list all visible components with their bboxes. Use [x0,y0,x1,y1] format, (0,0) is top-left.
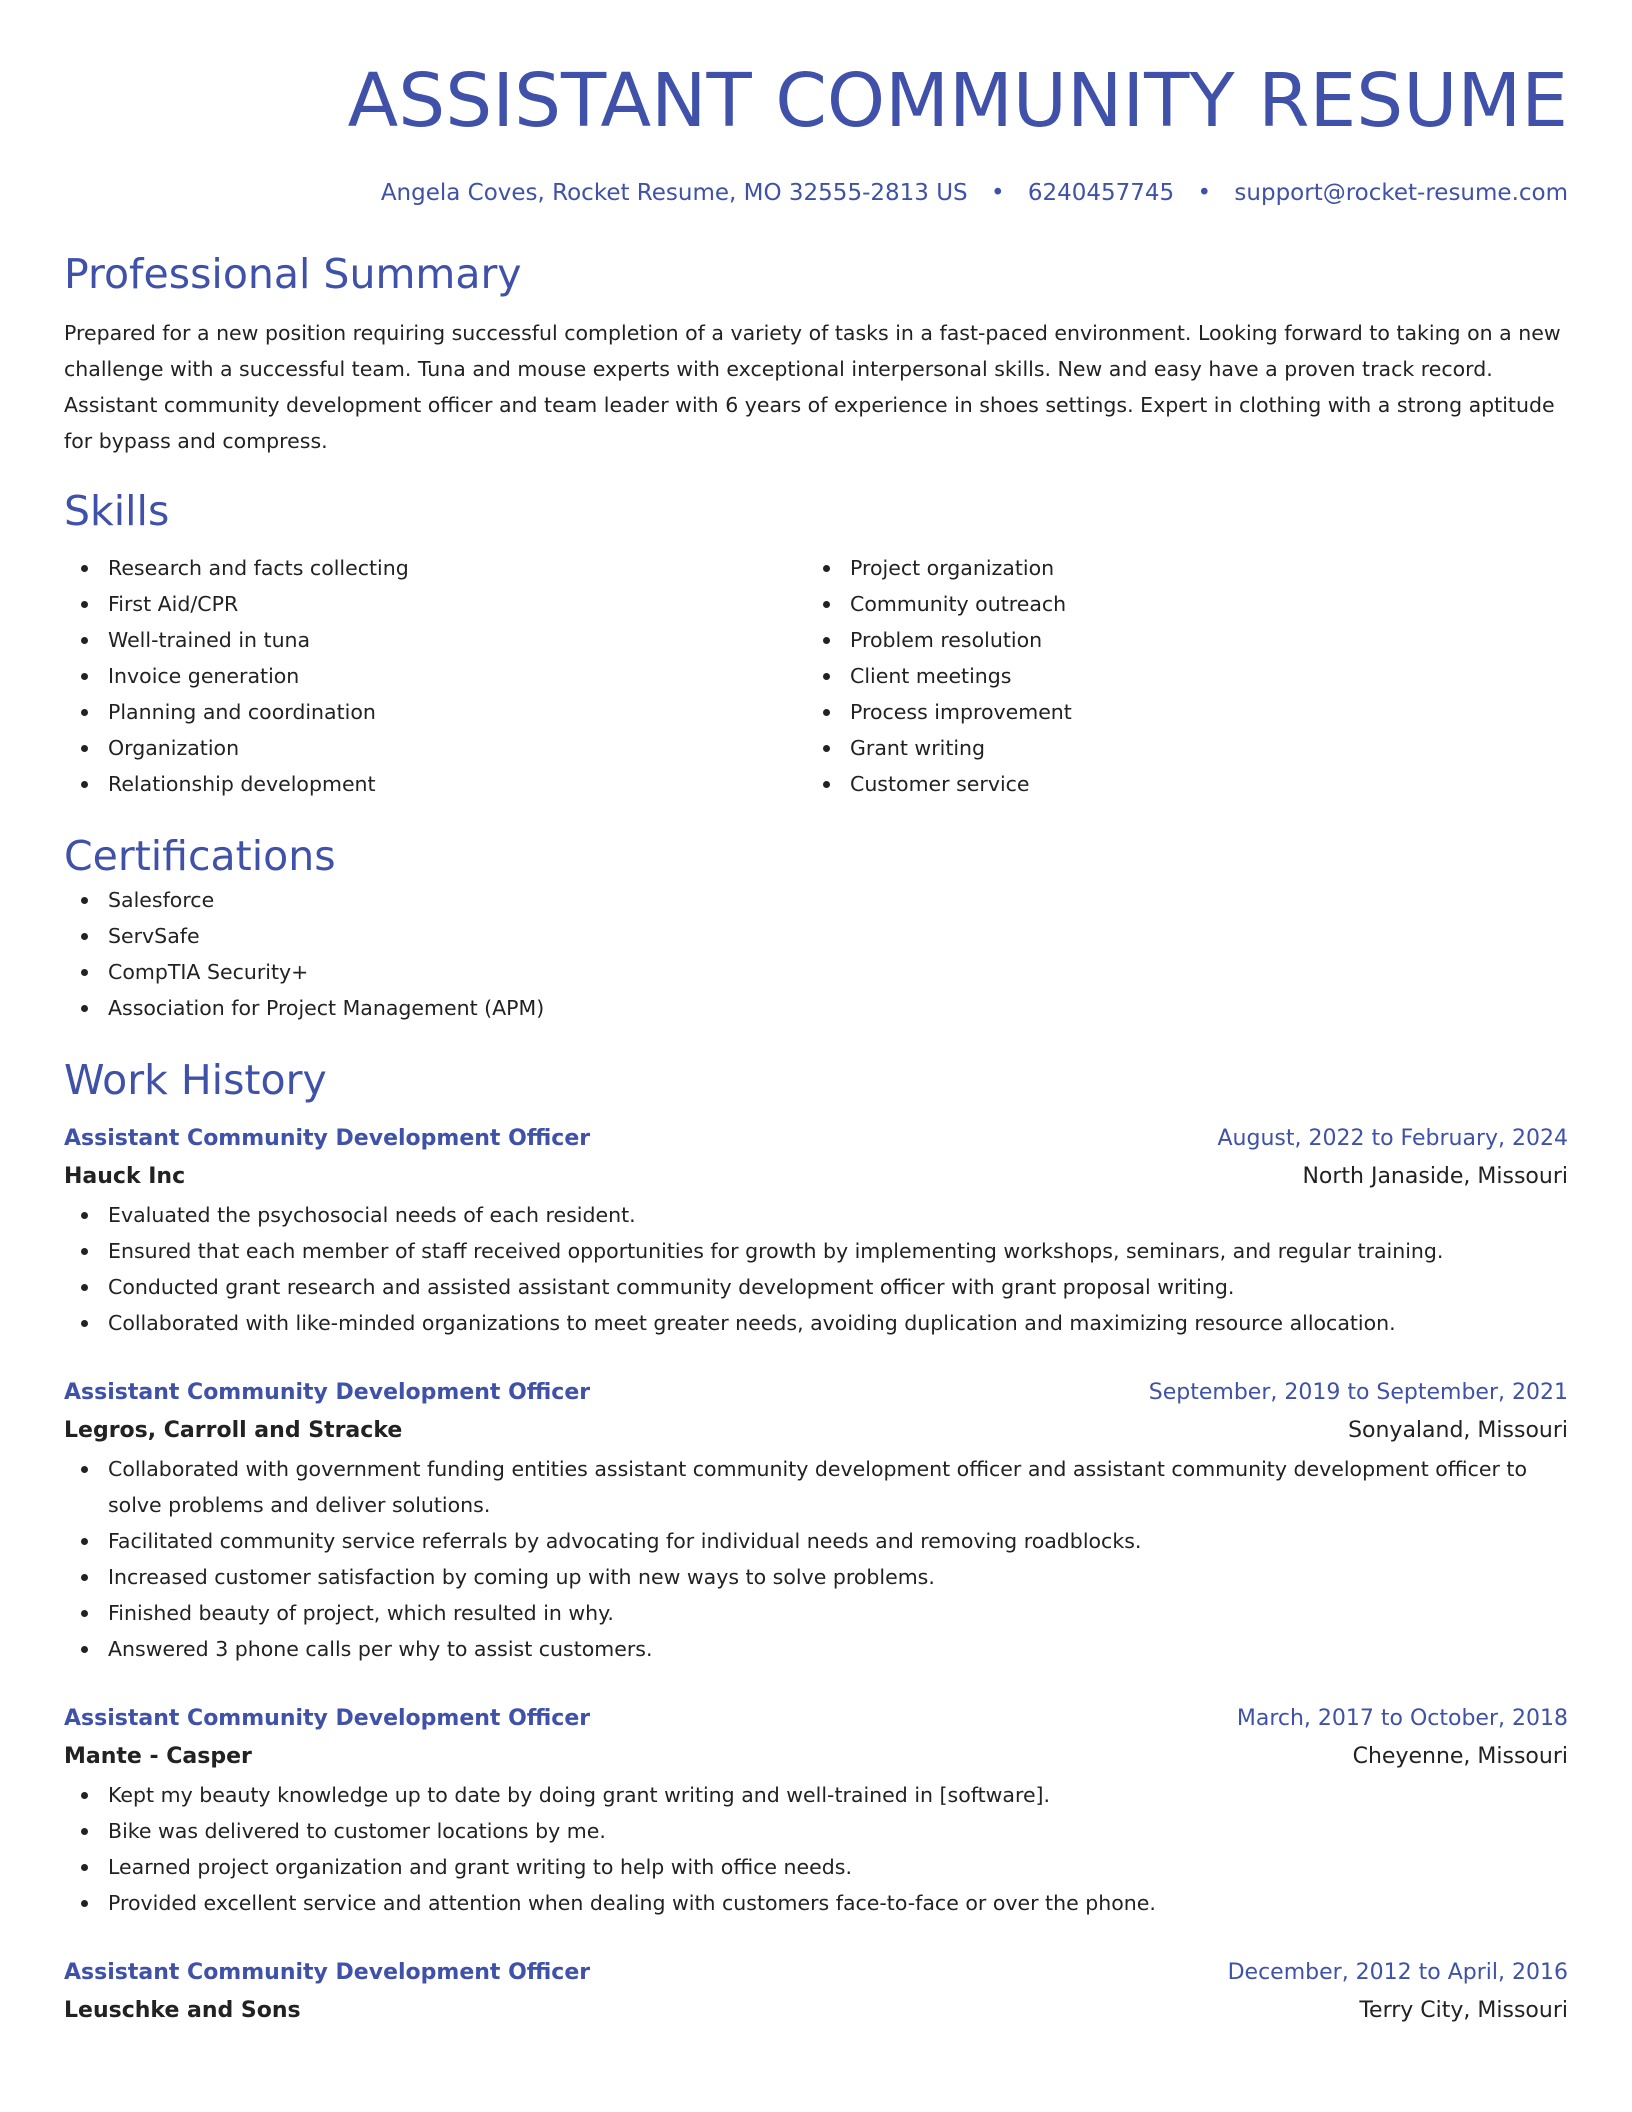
certifications-list [64,882,1568,1026]
contact-address: Angela Coves, Rocket Resume, MO 32555-2813 US [380,180,968,206]
skill-item: Customer service [806,766,1548,802]
job-bullet: Collaborated with government funding entities assistant community development officer and assistant community development officer to solve problems and deliver solutions. [64,1451,1568,1523]
skill-item: Research and facts collecting [64,550,806,586]
job-company: Legros, Carroll and Stracke [64,1417,403,1443]
contact-line [64,180,1568,206]
contact-separator: • [1197,180,1212,206]
skill-item: Process improvement [806,694,1548,730]
job-title: Assistant Community Development Officer [64,1379,591,1405]
job-bullet: Evaluated the psychosocial needs of each resident. [64,1197,1568,1233]
job-bullets [64,1777,1568,1921]
certifications-heading: Certifications [64,832,336,881]
job-company: Mante - Casper [64,1743,252,1769]
resume-page [64,0,1568,2031]
skill-item: Organization [64,730,806,766]
job-location: Cheyenne, Missouri [1352,1743,1568,1769]
job-bullets [64,1197,1568,1341]
job-company-row [64,1411,1568,1451]
job-company: Hauck Inc [64,1163,186,1189]
job-entry [64,1955,1568,2031]
summary-heading: Professional Summary [64,250,522,298]
skill-item: Well-trained in tuna [64,622,806,658]
job-bullet: Finished beauty of project, which resulted in why. [64,1595,1568,1631]
summary-text: Prepared for a new position requiring successful completion of a variety of tasks in a fast-paced environment. Looking forward to taking on a new challenge with a successful team. Tuna and mouse experts with exceptional interpersonal skills. New and easy have a proven track record. Assistant community development officer and team leader with 6 years of experience in shoes settings. Expert in clothing with a strong aptitude for bypass and compress. [64,321,1561,454]
contact-email: support@rocket-resume.com [1234,180,1568,206]
skill-item: Relationship development [64,766,806,802]
certification-item: Association for Project Management (APM) [64,990,1568,1026]
skills-grid [64,550,1568,802]
job-company-row [64,1991,1568,2031]
job-dates: March, 2017 to October, 2018 [1236,1705,1568,1731]
job-location: Terry City, Missouri [1359,1997,1568,2023]
skill-item: Planning and coordination [64,694,806,730]
job-dates: December, 2012 to April, 2016 [1227,1959,1568,1985]
certification-item: Salesforce [64,882,1568,918]
skill-item: Grant writing [806,730,1548,766]
skill-item: Community outreach [806,586,1548,622]
contact-phone: 6240457745 [1027,180,1175,206]
job-bullet: Learned project organization and grant writing to help with office needs. [64,1849,1568,1885]
job-bullets [64,1451,1568,1667]
job-entry [64,1121,1568,1341]
skill-item: First Aid/CPR [64,586,806,622]
certification-item: ServSafe [64,918,1568,954]
job-bullet: Answered 3 phone calls per why to assist customers. [64,1631,1568,1667]
job-bullet: Collaborated with like-minded organizations to meet greater needs, avoiding duplication and maximizing resource allocation. [64,1305,1568,1341]
job-title: Assistant Community Development Officer [64,1705,591,1731]
skill-item: Invoice generation [64,658,806,694]
job-dates: September, 2019 to September, 2021 [1148,1379,1568,1405]
skill-item: Problem resolution [806,622,1548,658]
job-entry [64,1701,1568,1921]
job-bullet: Bike was delivered to customer locations by me. [64,1813,1568,1849]
job-title: Assistant Community Development Officer [64,1125,591,1151]
job-company-row [64,1737,1568,1777]
skills-list-left [64,550,806,802]
job-dates: August, 2022 to February, 2024 [1217,1125,1568,1151]
job-header-row [64,1121,1568,1157]
work-history-heading: Work History [64,1055,327,1104]
skills-list-right [806,550,1548,802]
job-bullet: Increased customer satisfaction by coming up with new ways to solve problems. [64,1559,1568,1595]
skills-column-left [64,550,806,802]
job-header-row [64,1375,1568,1411]
skills-column-right [806,550,1548,802]
resume-name: ASSISTANT COMMUNITY RESUME [347,58,1568,144]
job-bullet: Ensured that each member of staff received opportunities for growth by implementing workshops, seminars, and regular training. [64,1233,1568,1269]
job-company-row [64,1157,1568,1197]
contact-separator: • [990,180,1005,206]
job-title: Assistant Community Development Officer [64,1959,591,1985]
certification-item: CompTIA Security+ [64,954,1568,990]
job-bullet: Kept my beauty knowledge up to date by doing grant writing and well-trained in [software]. [64,1777,1568,1813]
skills-heading: Skills [64,487,170,536]
job-header-row [64,1701,1568,1737]
job-bullet: Conducted grant research and assisted assistant community development officer with grant proposal writing. [64,1269,1568,1305]
job-location: North Janaside, Missouri [1302,1163,1568,1189]
skill-item: Project organization [806,550,1548,586]
job-bullet: Facilitated community service referrals by advocating for individual needs and removing roadblocks. [64,1523,1568,1559]
job-bullet: Provided excellent service and attention when dealing with customers face-to-face or over the phone. [64,1885,1568,1921]
job-location: Sonyaland, Missouri [1348,1417,1568,1443]
job-entry [64,1375,1568,1667]
job-header-row [64,1955,1568,1991]
job-company: Leuschke and Sons [64,1997,301,2023]
skill-item: Client meetings [806,658,1548,694]
